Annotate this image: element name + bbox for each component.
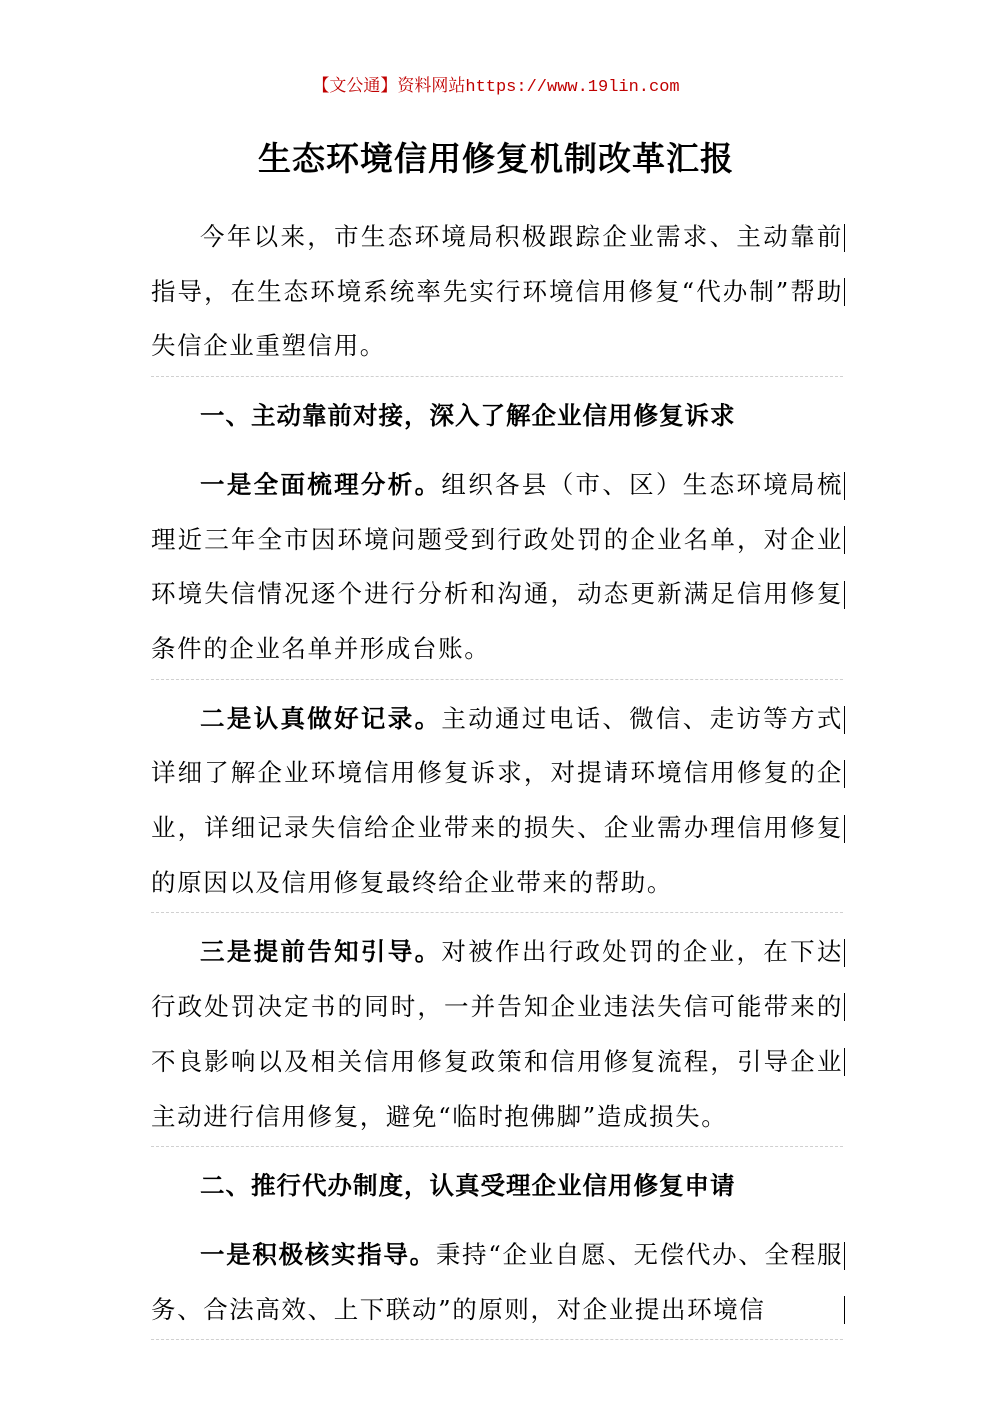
margin-mark — [844, 760, 845, 788]
margin-mark — [844, 1242, 845, 1270]
margin-mark — [844, 224, 845, 252]
paragraph-text: 对被作出行政处罚的企业，在下达行政处罚决定书的同时，一并告知企业违法失信可能带来的不良影响以及相关信用修复政策和信用修复流程，引导企业主动进行信用修复，避免“临时抱佛脚”造成损失。 — [151, 937, 844, 1131]
intro-block — [151, 210, 843, 377]
margin-mark — [844, 472, 845, 500]
margin-mark — [844, 526, 845, 554]
intro-paragraph: 今年以来，市生态环境局积极跟踪企业需求、主动靠前指导，在生态环境系统率先实行环境信用修复“代办制”帮助失信企业重塑信用。 — [151, 222, 843, 361]
paragraph-text: 组织各县（市、区）生态环境局梳理近三年全市因环境问题受到行政处罚的企业名单，对企业环境失信情况逐个进行分析和沟通，动态更新满足信用修复条件的企业名单并形成台账。 — [151, 469, 844, 663]
margin-mark — [844, 581, 845, 609]
paragraph-lead: 一是积极核实指导。 — [200, 1239, 436, 1269]
section2-heading: 二、推行代办制度，认真受理企业信用修复申请 — [200, 1171, 736, 1201]
margin-mark — [844, 815, 845, 843]
margin-mark — [844, 1296, 845, 1324]
section1-item-3 — [151, 925, 843, 1147]
paragraph-lead: 二是认真做好记录。 — [200, 703, 442, 733]
margin-mark — [844, 706, 845, 734]
document-title: 生态环境信用修复机制改革汇报 — [258, 139, 734, 178]
margin-mark — [844, 278, 845, 306]
section1-item-1 — [151, 458, 843, 680]
site-brand: 【文公通】资料网站 — [312, 76, 466, 96]
section2-item-1 — [151, 1228, 843, 1340]
paragraph — [151, 692, 843, 911]
section1-item-2 — [151, 692, 843, 914]
paragraph-text: 秉持“企业自愿、无偿代办、全程服务、合法高效、上下联动”的原则，对企业提出环境信 — [151, 1239, 843, 1324]
paragraph-lead: 一是全面梳理分析。 — [200, 469, 442, 499]
section1-heading-block — [151, 389, 843, 446]
section2-heading-block — [151, 1159, 843, 1216]
paragraph-lead: 三是提前告知引导。 — [200, 937, 442, 967]
paragraph-text: 主动通过电话、微信、走访等方式详细了解企业环境信用修复诉求，对提请环境信用修复的企业，详细记录失信给企业带来的损失、企业需办理信用修复的原因以及信用修复最终给企业带来的帮助。 — [151, 703, 844, 897]
margin-mark — [844, 993, 845, 1021]
site-watermark-header — [0, 74, 992, 100]
margin-mark — [844, 939, 845, 967]
paragraph — [151, 925, 843, 1144]
margin-mark — [844, 1048, 845, 1076]
paragraph — [151, 1228, 843, 1337]
site-url[interactable]: https://www.19lin.com — [465, 78, 680, 97]
document-body — [151, 210, 843, 1352]
section1-heading: 一、主动靠前对接，深入了解企业信用修复诉求 — [200, 401, 736, 431]
paragraph — [151, 458, 843, 677]
